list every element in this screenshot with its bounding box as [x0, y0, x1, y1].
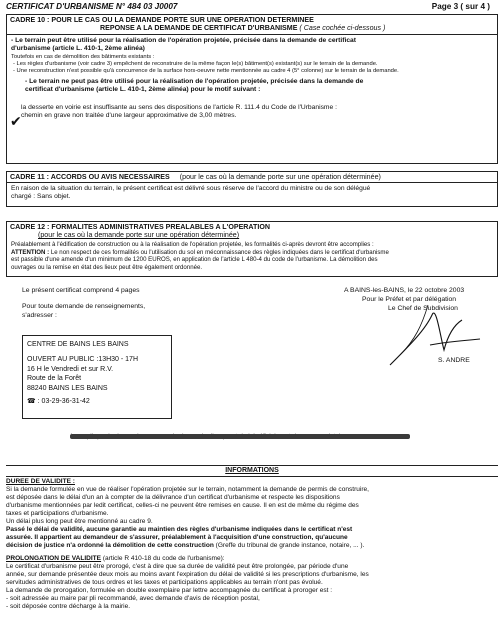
validity-line-1: Si la demande formulée en vue de réaliser l'opération projetée sur le terrain, notamment la demande de permis de construire,: [6, 485, 369, 493]
validity-line-7: assurée. Il appartient au demandeur de s'assurer, préalablement à l'acquisition d'une construction, qu'aucune: [6, 533, 348, 541]
validity-line-8-bold: décision de justice n'a ordonné la démolition de cette construction: [6, 541, 214, 549]
signatory-name: S. ANDRE: [438, 357, 470, 364]
signature-delegation: Pour le Préfet et par délégation: [362, 296, 457, 303]
contact-address-2: 88240 BAINS LES BAINS: [27, 384, 108, 392]
cadre-11-body: [7, 183, 497, 203]
validity-line-8: [6, 542, 498, 550]
cadre-11-line-1: En raison de la situation du terrain, le présent certificat est délivré sous réserve de l'accord du ministre ou de son délégué: [11, 185, 371, 193]
validity-line-2: est déposée dans le délai d'un an à compter de la délivrance d'un certificat d'urbanisme et respecte les dispositions: [6, 493, 340, 501]
cadre-12-line-1: Préalablement à l'édification de construction ou à la réalisation de l'opération projetée, les formalités ci-après devront être accomplies :: [11, 241, 374, 249]
document-header-title: CERTIFICAT D'URBANISME N° 484 03 J0007: [6, 2, 178, 11]
refusal-reason-line-1: la desserte en voirie est insuffisante au sens des dispositions de l'article R. 111.4 du Code de l'Urbanisme :: [21, 104, 337, 112]
prolongation-line-1: Le certificat d'urbanisme peut être prorogé, c'est à dire que sa durée de validité peut être prolongée, par période d'une: [6, 562, 349, 570]
prolongation-line-6: - soit déposée contre décharge à la mairie.: [6, 602, 131, 610]
cadre-12-body: [7, 240, 497, 272]
cadre-11-header: [7, 172, 497, 183]
refusal-reason-line-2: chemin en grave non traitée d'une largeur approximative de 3,00 mètres.: [21, 112, 237, 120]
informations-body: [6, 478, 498, 611]
cadre-10-subtitle-text: REPONSE A LA DEMANDE DE CERTIFICAT D'URBANISME: [100, 24, 298, 33]
cadre-10-header: [7, 15, 497, 35]
page-number: Page 3 ( sur 4 ): [431, 2, 490, 11]
option-2-line-1: - Le terrain ne peut pas être utilisé pour la réalisation de l'opération projetée, précisée dans la demande de: [25, 77, 364, 85]
prolongation-title: [6, 555, 498, 563]
contact-box: [22, 335, 172, 419]
contact-phone: ☎ : 03-29-36-31-42: [27, 398, 90, 406]
handwritten-signature: [370, 295, 490, 375]
contact-hours-1: OUVERT AU PUBLIC :13H30 - 17H: [27, 356, 139, 364]
cadre-11-box: [6, 171, 498, 207]
validity-line-3: d'urbanisme mentionnées par ledit certificat, celles-ci ne peuvent être remises en cause. Il en est de même du régime des: [6, 501, 359, 509]
option-1-sub-1: Toutefois en cas de démolition des bâtiments existants :: [11, 53, 155, 60]
prolongation-line-2: année, sur demande présentée deux mois au moins avant l'expiration du délai de validité si les prescriptions d'urbanisme, les: [6, 570, 369, 578]
strike-bar: [70, 434, 410, 439]
cadre-11-title-note: (pour le cas où la demande porte sur une opération déterminée): [179, 173, 381, 181]
cadre-12-box: [6, 221, 498, 277]
cadre-10-box: [6, 14, 498, 164]
validity-line-8-note: (Greffe du tribunal de grande instance, notaire, ... ).: [213, 541, 365, 549]
signature-place-date: A BAINS-les-BAINS, le 22 octobre 2003: [344, 287, 465, 294]
validity-line-5: Un délai plus long peut être mentionné au cadre 9.: [6, 517, 153, 525]
cadre-10-subtitle: [10, 24, 494, 32]
attention-text: Le non respect de ces formalités ou l'utilisation du sol en méconnaissance des règles indiquées dans le certificat d'urbanisme: [49, 248, 389, 256]
cadre-12-title-note: (pour le cas où la demande porte sur une opération déterminée): [38, 231, 240, 240]
contact-address-1: Route de la Forêt: [27, 375, 82, 383]
cadre-11-title: CADRE 11 : ACCORDS OU AVIS NECESSAIRES: [10, 173, 170, 181]
pages-note: Le présent certificat comprend 4 pages: [22, 287, 140, 294]
cadre-12-line-4: ouvrages ou la remise en état des lieux peut être également ordonnée.: [11, 263, 203, 271]
contact-name: CENTRE DE BAINS LES BAINS: [27, 341, 129, 348]
option-2-line-2: certificat d'urbanisme (article L. 410-1, 2ème alinéa) pour le motif suivant :: [25, 86, 261, 94]
requests-line-1: Pour toute demande de renseignements,: [22, 303, 146, 310]
contact-hours-2: 16 H le Vendredi et sur R.V.: [27, 365, 114, 373]
prolongation-line-5: - soit adressée au maire par pli recommandé, avec demande d'avis de réception postal,: [6, 594, 260, 602]
check-mark-icon: ✔: [10, 113, 22, 129]
cadre-10-body: [7, 35, 497, 120]
signature-role: Le Chef de Subdivision: [388, 305, 458, 312]
requests-line-2: s'adresser :: [22, 312, 57, 319]
cadre-12-title: CADRE 12 : FORMALITES ADMINISTRATIVES PREALABLES A L'OPERATION: [10, 223, 270, 231]
informations-title: INFORMATIONS: [225, 467, 279, 474]
cadre-12-line-2: [11, 249, 493, 256]
prolongation-line-3: servitudes administratives de tous ordres et les taxes et participations applicables au terrain n'ont pas évolué.: [6, 578, 323, 586]
attention-label: ATTENTION :: [11, 248, 50, 256]
informations-header: [6, 465, 498, 477]
cadre-12-line-3: est passible d'une amende d'un minimum de 1200 EUROS, en application de l'article L 480-4 du code de l'urbanisme. La démolition des: [11, 256, 378, 264]
cadre-10-title: CADRE 10 : POUR LE CAS OU LA DEMANDE PORTE SUR UNE OPERATION DETERMINEE: [10, 16, 314, 24]
cadre-12-header: [7, 222, 497, 240]
struck-out-line: [70, 433, 410, 440]
cadre-11-line-2: chargé : Sans objet.: [11, 193, 71, 201]
option-1-line-1: - Le terrain peut être utilisé pour la réalisation de l'opération projetée, précisée dans la demande de certificat: [11, 37, 356, 45]
prolongation-line-4: La demande de prorogation, formulée en double exemplaire par lettre accompagnée du certificat à proroger est :: [6, 586, 333, 594]
validity-line-6: Passé le délai de validité, aucune garantie au maintien des règles d'urbanisme indiquées dans le certificat n'est: [6, 525, 353, 533]
contact-content: [23, 336, 171, 407]
option-1-line-2: d'urbanisme (article L. 410-1, 2ème alinéa): [11, 45, 145, 53]
cadre-10-subtitle-note: ( Case cochée ci-dessous ): [299, 24, 386, 33]
option-1-sub-3: - Une reconstruction n'est possible qu'à concurrence de la surface hors-oeuvre nette mentionnée au cadre 4 (5° colonne) sur le terrain de la demande.: [13, 67, 399, 74]
option-1-sub-2: - Les règles d'urbanisme (voir cadre 3) empêchent de reconstruire de la même façon le(s) bâtiment(s) existant(s) sur le terrain de la demande.: [13, 60, 378, 67]
prolongation-title-note: (article R 410-18 du code de l'urbanisme):: [101, 554, 225, 562]
validity-line-4: taxes et participations d'urbanisme.: [6, 509, 109, 517]
validity-title: DUREE DE VALIDITE :: [6, 478, 75, 485]
prolongation-title-text: PROLONGATION DE VALIDITE: [6, 554, 102, 562]
